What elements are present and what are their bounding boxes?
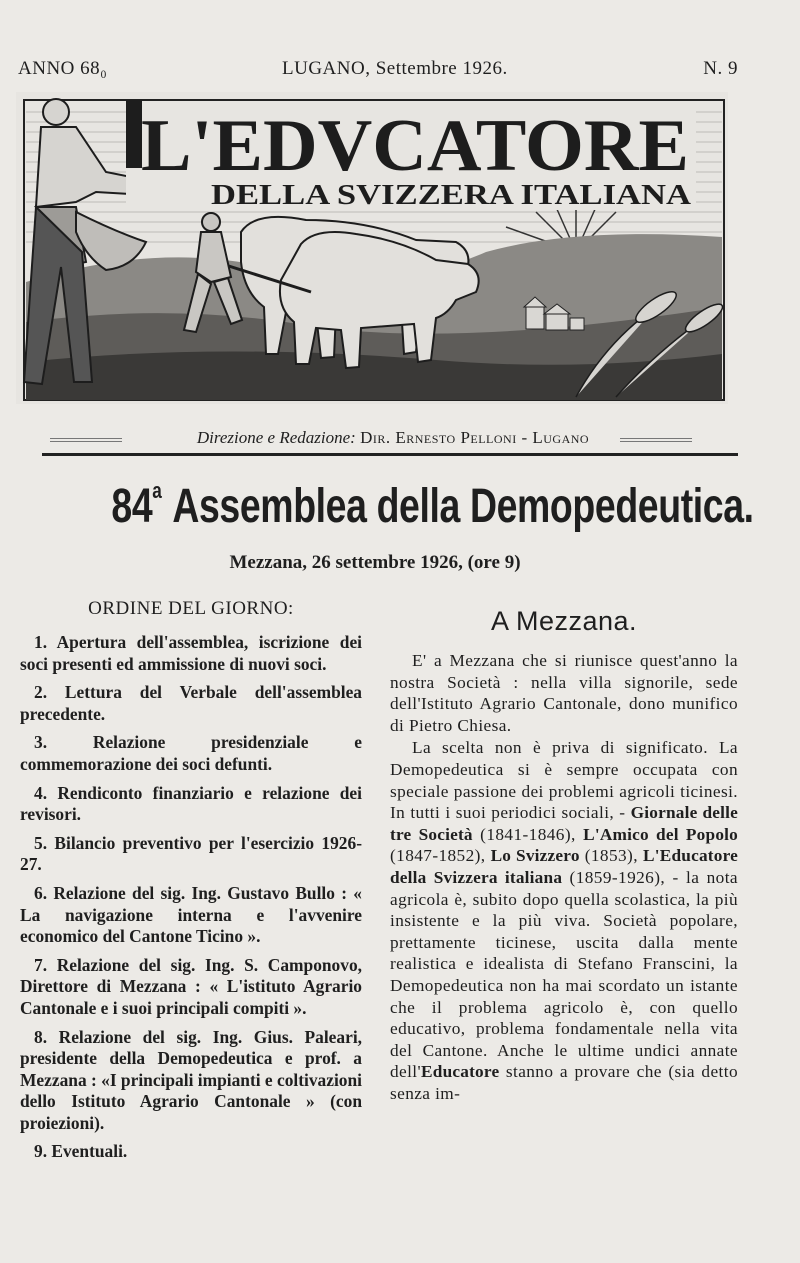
p2-text: (1841-1846),	[472, 824, 584, 844]
p2-bold: Educatore	[421, 1062, 500, 1082]
direction-text: Dir. Ernesto Pelloni - Lugano	[360, 428, 590, 447]
p2-bold: L'Amico del Popolo	[583, 824, 739, 844]
title-sup: a	[152, 478, 162, 503]
direction-line	[48, 428, 738, 450]
p2-bold: L'Educatore della Svizzera italiana	[390, 846, 739, 887]
p2-bold: Giornale delle tre Società	[390, 803, 739, 844]
agenda-item: 8. Relazione del sig. Ing. Gius. Paleari, presidente della Demopedeutica e prof. a Mezzana : «I principali impianti e coltivazioni dello Istituto Agrario Cantonale » (con proiezioni).	[20, 1026, 362, 1133]
agenda-item: 3. Relazione presidenziale e commemorazione dei soci defunti.	[20, 732, 362, 774]
p2-text: (1859-1926), - la nota agricola è, subito dopo quella scolastica, la più insistente e la più viva. Società popolare, prettamente ticinese, uscita dalla mente realistica e idealista di Stefano Franscini, la Demopedeutica non ha mai scordato un istante che il problema agricolo è, con quello educativo, problema fondamentale nella vita del Cantone. Anche le ultime undici annate dell'	[390, 867, 738, 1082]
p2-text: stanno a provare che (sia detto senza im-	[390, 1062, 738, 1103]
masthead-title: L'EDVCATORE	[141, 105, 689, 187]
p2-text: La scelta non è priva di significato. La Demopedeutica si è sempre occupata con speciale passione dei problemi agricoli ticinesi. In tutti i suoi periodici sociali, -	[390, 738, 738, 823]
agenda-item: 7. Relazione del sig. Ing. S. Camponovo, Direttore di Mezzana : « L'istituto Agrario Cantonale e i suoi principali compiti ».	[20, 954, 362, 1018]
issue-place-date: LUGANO, Settembre 1926.	[282, 58, 508, 79]
issue-header	[18, 58, 738, 84]
p2-text: (1847-1852),	[390, 846, 491, 866]
agenda-item: 9. Eventuali.	[34, 1141, 128, 1162]
issue-year: ANNO 68₀	[18, 58, 108, 79]
direction-label: Direzione e Redazione:	[196, 428, 356, 447]
article-title	[111, 478, 754, 542]
title-text: Assemblea della Demopedeutica.	[172, 480, 754, 533]
mezzana-paragraph-2	[390, 737, 738, 1104]
mezzana-column	[390, 604, 738, 1104]
article-subtitle: Mezzana, 26 settembre 1926, (ore 9)	[229, 552, 521, 573]
mezzana-paragraph-1: E' a Mezzana che si riunisce quest'anno la nostra Società : nella villa signorile, sede dell'Istituto Agrario Cantonale, dono munifico di Pietro Chiesa.	[390, 651, 738, 735]
issue-number: N. 9	[703, 58, 738, 79]
agenda-item: 5. Bilancio preventivo per l'esercizio 1926-27.	[20, 832, 362, 875]
agenda-item: 4. Rendiconto finanziario e relazione dei revisori.	[20, 782, 362, 825]
agenda-item: 2. Lettura del Verbale dell'assemblea precedente.	[20, 682, 362, 724]
masthead-illustration	[16, 92, 728, 404]
p2-bold: Lo Svizzero	[490, 846, 580, 866]
heavy-divider	[42, 453, 738, 456]
mezzana-heading: A Mezzana.	[490, 606, 638, 636]
title-number: 84	[111, 480, 153, 533]
agenda-column	[20, 596, 362, 1170]
masthead-svg	[16, 92, 728, 404]
masthead-subtitle: DELLA SVIZZERA ITALIANA	[211, 180, 692, 211]
agenda-item: 6. Relazione del sig. Ing. Gustavo Bullo : « La navigazione interna e l'avvenire economico del Cantone Ticino ».	[20, 882, 362, 947]
agenda-heading: ORDINE DEL GIORNO:	[88, 598, 294, 619]
agenda-item: 1. Apertura dell'assemblea, iscrizione dei soci presenti ed ammissione di nuovi soci.	[20, 632, 362, 674]
p2-text: (1853),	[579, 846, 643, 866]
